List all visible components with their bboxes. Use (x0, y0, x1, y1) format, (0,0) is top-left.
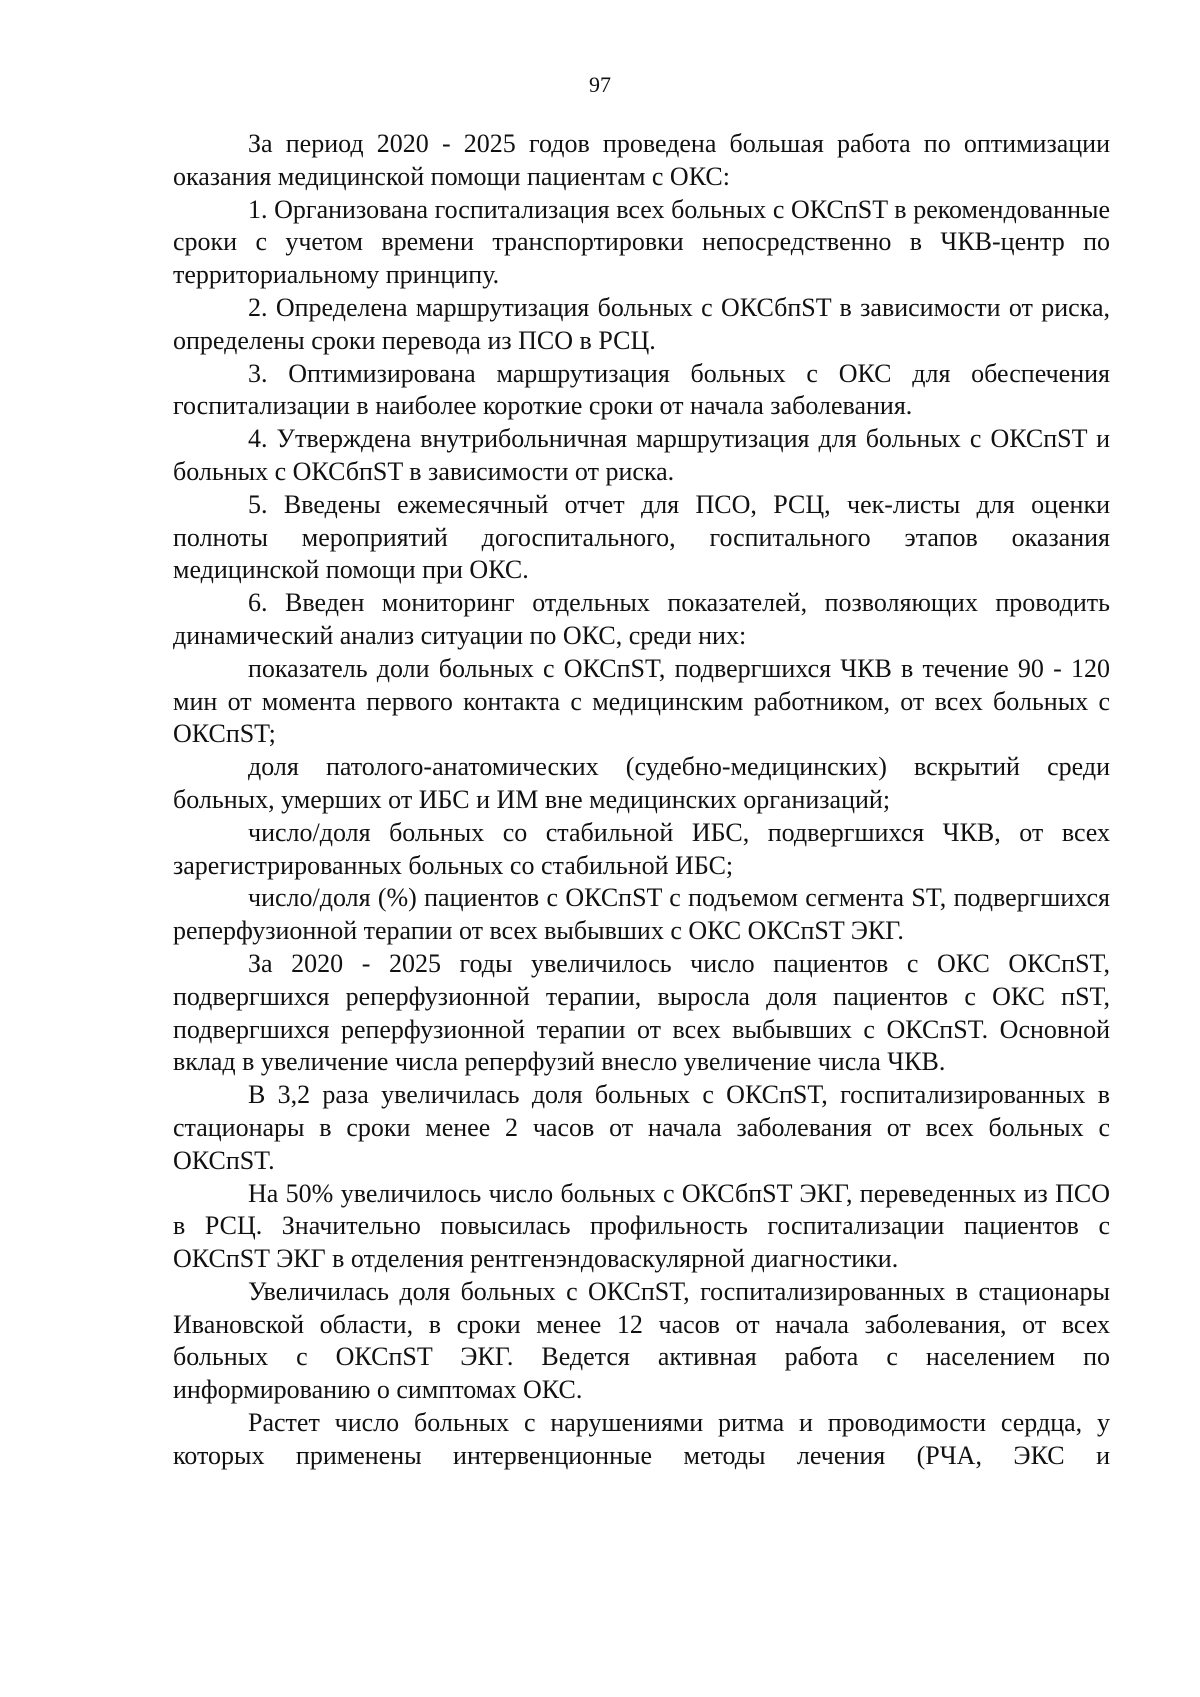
paragraph-results-2: В 3,2 раза увеличилась доля больных с ОКСпST, госпитализированных в стационары в сроки менее 2 часов от начала заболевания от всех больных с ОКСпST. (173, 1080, 1110, 1175)
paragraph-indicator-4: число/доля (%) пациентов с ОКСпST с подъемом сегмента ST, подвергшихся реперфузионной терапии от всех выбывших с ОКС ОКСпST ЭКГ. (173, 883, 1110, 946)
paragraph-item-1: 1. Организована госпитализация всех больных с ОКСпST в рекомендованные сроки с учетом времени транспортировки непосредственно в ЧКВ-центр по территориальному принципу. (173, 194, 1110, 290)
paragraph-results-5: Растет число больных с нарушениями ритма и проводимости сердца, у которых применены интервенционные методы лечения (РЧА, ЭКС и (173, 1408, 1110, 1470)
paragraph-item-2: 2. Определена маршрутизация больных с ОКСбпST в зависимости от риска, определены сроки перевода из ПСО в РСЦ. (173, 292, 1110, 355)
paragraph-item-3: 3. Оптимизирована маршрутизация больных с ОКС для обеспечения госпитализации в наиболее короткие сроки от начала заболевания. (173, 358, 1110, 421)
paragraph-item-6: 6. Введен мониторинг отдельных показателей, позволяющих проводить динамический анализ ситуации по ОКС, среди них: (173, 588, 1110, 650)
paragraph-item-4: 4. Утверждена внутрибольничная маршрутизация для больных с ОКСпST и больных с ОКСбпST в зависимости от риска. (173, 424, 1110, 486)
page-number: 97 (589, 72, 611, 97)
paragraph-indicator-2: доля патолого-анатомических (судебно-медицинских) вскрытий среди больных, умерших от ИБС и ИМ вне медицинских организаций; (173, 752, 1110, 814)
paragraph-results-1: За 2020 - 2025 годы увеличилось число пациентов с ОКС ОКСпST, подвергшихся реперфузионной терапии, выросла доля пациентов с ОКС пST, подвергшихся реперфузионной терапии от всех выбывших с ОКСпST. Основной вклад в увеличение числа реперфузий внесло увеличение числа ЧКВ. (173, 948, 1110, 1077)
paragraph-indicator-1: показатель доли больных с ОКСпST, подвергшихся ЧКВ в течение 90 - 120 мин от момента первого контакта с медицинским работником, от всех больных с ОКСпST; (173, 653, 1110, 749)
paragraph-results-4: Увеличилась доля больных с ОКСпST, госпитализированных в стационары Ивановской области, в сроки менее 12 часов от начала заболевания, от всех больных с ОКСпST ЭКГ. Ведется активная работа с населением по информированию о симптомах ОКС. (173, 1276, 1110, 1405)
paragraph-indicator-3: число/доля больных со стабильной ИБС, подвергшихся ЧКВ, от всех зарегистрированных больных со стабильной ИБС; (173, 817, 1110, 880)
paragraph-item-5: 5. Введены ежемесячный отчет для ПСО, РСЦ, чек-листы для оценки полноты мероприятий догоспитального, госпитального этапов оказания медицинской помощи при ОКС. (173, 489, 1110, 585)
paragraph-results-3: На 50% увеличилось число больных с ОКСбпST ЭКГ, переведенных из ПСО в РСЦ. Значительно повысилась профильность госпитализации пациентов с ОКСпST ЭКГ в отделения рентгенэндоваскулярной диагностики. (173, 1178, 1110, 1274)
paragraph-intro: За период 2020 - 2025 годов проведена большая работа по оптимизации оказания медицинской помощи пациентам с ОКС: (173, 129, 1110, 191)
document-body (173, 128, 1110, 1473)
